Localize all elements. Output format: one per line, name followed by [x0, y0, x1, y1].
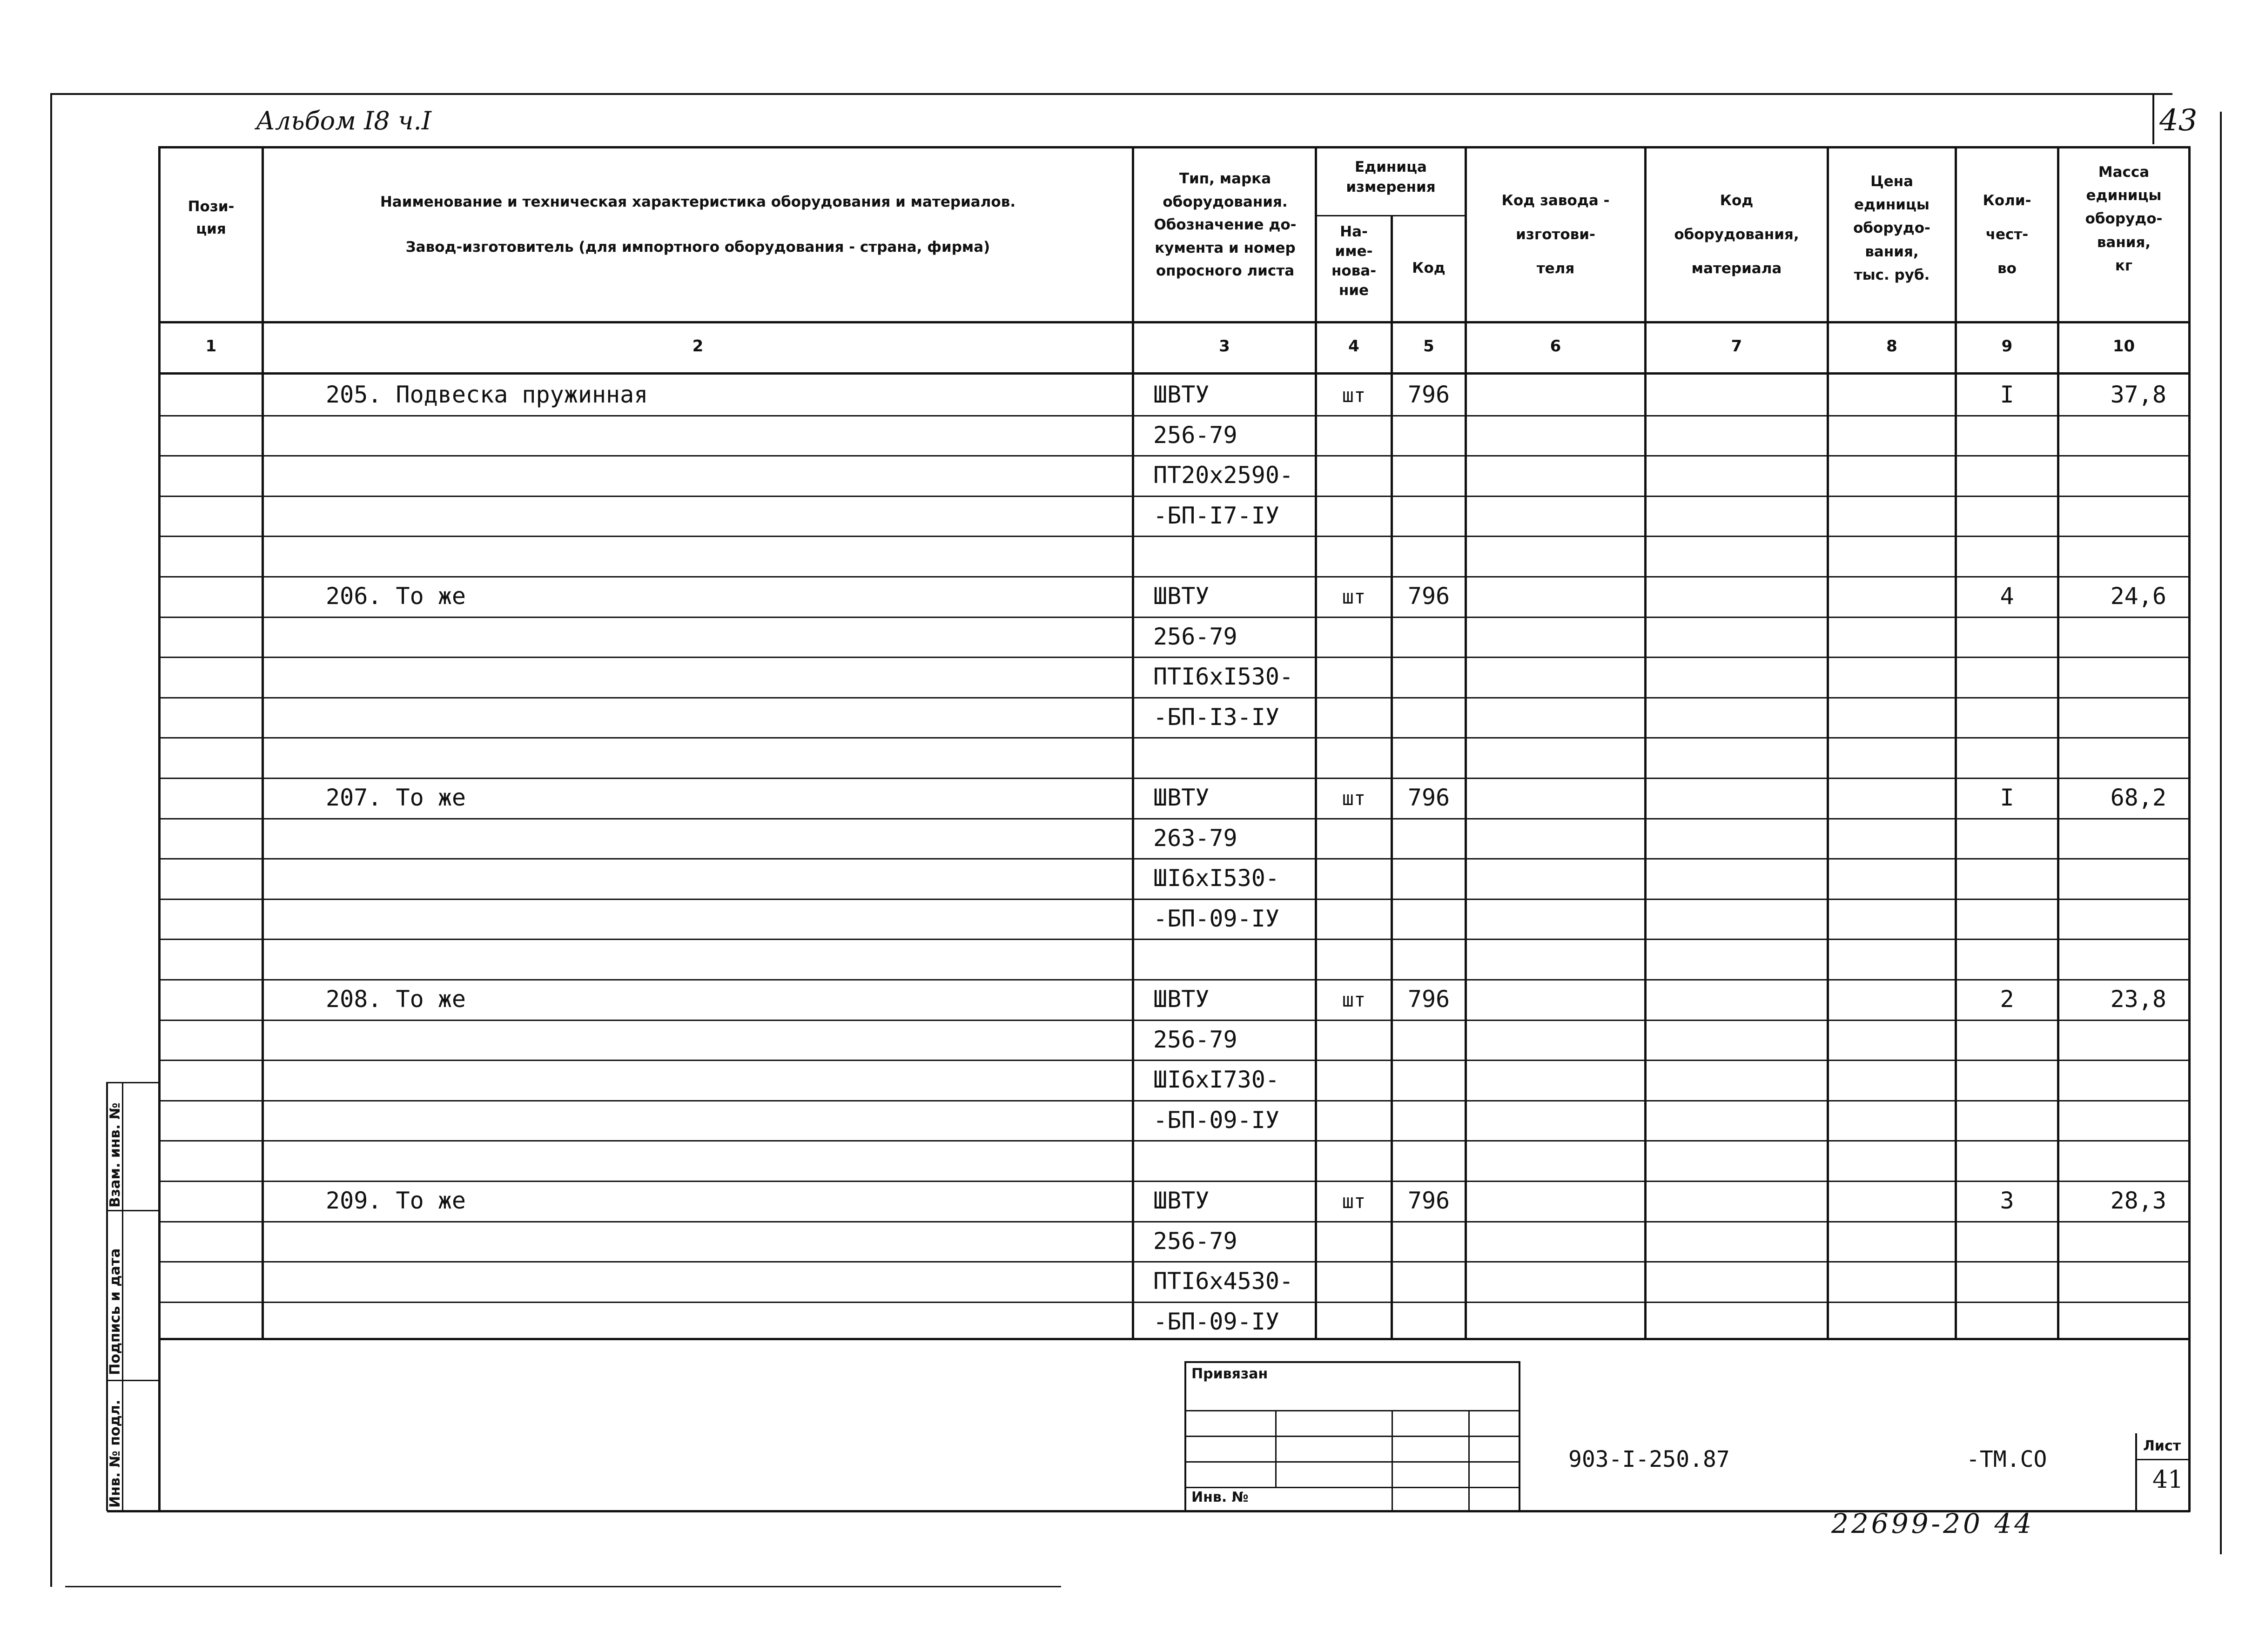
stamp-sheet-label: Лист	[2143, 1438, 2181, 1454]
table-right-border	[2188, 146, 2191, 1512]
col-divider-5	[1465, 146, 1467, 1340]
side-label-podpis-data: Подпись и дата	[107, 1248, 123, 1375]
row-line	[158, 536, 2190, 537]
item-type-line: ШВТУ	[1153, 784, 1210, 811]
row-line	[158, 737, 2190, 739]
row-line	[158, 1221, 2190, 1222]
item-mass: 37,8	[2110, 381, 2166, 408]
header-type-mark: Тип, марка оборудования. Обозначение до- кумента и номер опросного листа	[1154, 170, 1297, 280]
item-name: 209. То же	[326, 1187, 466, 1214]
item-type-line: ШВТУ	[1153, 986, 1210, 1013]
header-equipment-code: Код оборудования, материала	[1674, 192, 1799, 277]
stamp-sheet-number: 41	[2152, 1466, 2184, 1494]
table-body-bottom	[158, 1338, 2190, 1340]
side-strip-top	[106, 1082, 160, 1083]
header-bottom-border	[158, 321, 2190, 323]
item-unit: шт	[1342, 585, 1366, 608]
header-name-line2: Завод-изготовитель (для импортного оборудования - страна, фирма)	[405, 239, 990, 255]
stamp-grid-v2	[1392, 1410, 1393, 1511]
row-line	[158, 617, 2190, 618]
item-quantity: 4	[2000, 583, 2014, 610]
outer-frame-left	[50, 93, 52, 1587]
item-type-line: ШВТУ	[1153, 583, 1210, 610]
item-type-line: -БП-09-IУ	[1153, 905, 1279, 932]
item-type-line: ШВТУ	[1153, 1187, 1210, 1214]
item-quantity: I	[2000, 381, 2014, 408]
item-quantity: I	[2000, 784, 2014, 811]
row-line	[158, 979, 2190, 980]
item-type-line: ПТI6хI530-	[1153, 663, 1294, 690]
header-name-line1: Наименование и техническая характеристика оборудования и материалов.	[380, 194, 1016, 210]
header-plant-code: Код завода - изготови- теля	[1501, 192, 1610, 277]
row-line	[158, 858, 2190, 860]
stamp-grid-v3	[1468, 1410, 1470, 1511]
stamp-inv-label: Инв. №	[1191, 1489, 1249, 1505]
stamp-doc-suffix: -ТМ.СО	[1966, 1446, 2047, 1472]
item-type-line: ПТ20х2590-	[1153, 462, 1294, 489]
item-unit: шт	[1342, 384, 1366, 407]
item-type-line: -БП-09-IУ	[1153, 1308, 1279, 1335]
stamp-privyazan-label: Привязан	[1191, 1366, 1268, 1382]
stamp-grid-v1	[1275, 1410, 1277, 1487]
header-unit-code: Код	[1412, 260, 1445, 276]
table-top-border	[158, 146, 2190, 148]
column-number: 8	[1886, 337, 1897, 356]
row-line	[158, 1302, 2190, 1303]
header-quantity: Коли- чест- во	[1983, 192, 2031, 277]
col-divider-6	[1644, 146, 1647, 1340]
item-unit-code: 796	[1407, 1187, 1450, 1214]
col-divider-2	[1132, 146, 1134, 1340]
stamp-sheet-left	[2135, 1433, 2137, 1511]
item-type-line: 256-79	[1153, 623, 1237, 650]
col-divider-7	[1827, 146, 1829, 1340]
item-type-line: 263-79	[1153, 825, 1237, 852]
row-line	[158, 778, 2190, 779]
item-type-line: ШI6хI530-	[1153, 865, 1279, 892]
side-label-vzam-inv: Взам. инв. №	[107, 1102, 123, 1208]
col-divider-8	[1955, 146, 1957, 1340]
item-type-line: -БП-09-IУ	[1153, 1107, 1279, 1134]
header-position: Пози- ция	[188, 198, 235, 238]
column-number: 3	[1219, 337, 1230, 356]
item-unit: шт	[1342, 787, 1366, 810]
row-line	[158, 1060, 2190, 1061]
row-line	[158, 818, 2190, 819]
header-unit-name: На- име- нова- ние	[1331, 223, 1377, 299]
header-price: Цена единицы оборудо- вания, тыс. руб.	[1853, 173, 1930, 283]
item-mass: 28,3	[2110, 1187, 2166, 1214]
corner-box-left	[2152, 93, 2154, 144]
row-line	[158, 496, 2190, 497]
item-mass: 24,6	[2110, 583, 2166, 610]
column-number: 2	[692, 337, 704, 356]
item-type-line: 256-79	[1153, 422, 1237, 449]
row-line	[158, 1020, 2190, 1021]
item-unit: шт	[1342, 1190, 1366, 1213]
row-line	[158, 455, 2190, 457]
item-name: 207. То же	[326, 784, 466, 811]
item-type-line: ШВТУ	[1153, 381, 1210, 408]
col-divider-9	[2057, 146, 2059, 1340]
column-number: 7	[1731, 337, 1742, 356]
row-line	[158, 939, 2190, 940]
row-line	[158, 899, 2190, 900]
item-unit-code: 796	[1407, 784, 1450, 811]
side-label-inv-podl: Инв. № подл.	[107, 1399, 123, 1508]
col-divider-1	[262, 146, 264, 1340]
item-quantity: 3	[2000, 1187, 2014, 1214]
column-number: 4	[1348, 337, 1359, 356]
item-name: 206. То же	[326, 583, 466, 610]
outer-frame-top	[50, 93, 2172, 95]
item-unit-code: 796	[1407, 583, 1450, 610]
column-number: 1	[205, 337, 217, 356]
item-type-line: -БП-I7-IУ	[1153, 502, 1279, 529]
column-numbers-bottom-border	[158, 372, 2190, 375]
side-strip-div1	[106, 1210, 160, 1211]
item-type-line: ШI6хI730-	[1153, 1066, 1279, 1093]
side-strip-div2	[106, 1380, 160, 1381]
item-unit-code: 796	[1407, 381, 1450, 408]
outer-frame-right	[2220, 112, 2222, 1554]
album-label: Альбом I8 ч.I	[256, 106, 432, 135]
bottom-note: 22699-20 44	[1831, 1508, 2035, 1539]
outer-frame-bottom	[65, 1586, 1061, 1587]
row-line	[158, 657, 2190, 658]
item-quantity: 2	[2000, 986, 2014, 1013]
row-line	[158, 697, 2190, 698]
row-line	[158, 1261, 2190, 1263]
corner-page-number: 43	[2159, 103, 2198, 138]
item-name: 205. Подвеска пружинная	[326, 381, 648, 408]
stamp-sheet-divider	[2135, 1459, 2190, 1460]
column-number: 6	[1550, 337, 1561, 356]
stamp-doc-code: 903-I-250.87	[1568, 1446, 1730, 1472]
header-mass: Масса единицы оборудо- вания, кг	[2085, 164, 2163, 274]
item-mass: 68,2	[2110, 784, 2166, 811]
item-type-line: 256-79	[1153, 1026, 1237, 1053]
row-line	[158, 576, 2190, 578]
item-unit: шт	[1342, 988, 1366, 1011]
row-line	[158, 1140, 2190, 1142]
row-line	[158, 1100, 2190, 1101]
column-number: 10	[2112, 337, 2135, 356]
row-line	[158, 415, 2190, 416]
item-type-line: 256-79	[1153, 1228, 1237, 1255]
item-type-line: ПТI6х4530-	[1153, 1268, 1294, 1295]
column-number: 9	[2001, 337, 2013, 356]
stamp-privyazan-top	[1184, 1361, 1519, 1363]
item-name: 208. То же	[326, 986, 466, 1013]
item-mass: 23,8	[2110, 986, 2166, 1013]
row-line	[158, 1181, 2190, 1182]
header-units-group: Единица измерения	[1346, 159, 1436, 196]
column-number: 5	[1423, 337, 1434, 356]
item-unit-code: 796	[1407, 986, 1450, 1013]
item-type-line: -БП-I3-IУ	[1153, 704, 1279, 731]
col-divider-3	[1315, 146, 1317, 1340]
